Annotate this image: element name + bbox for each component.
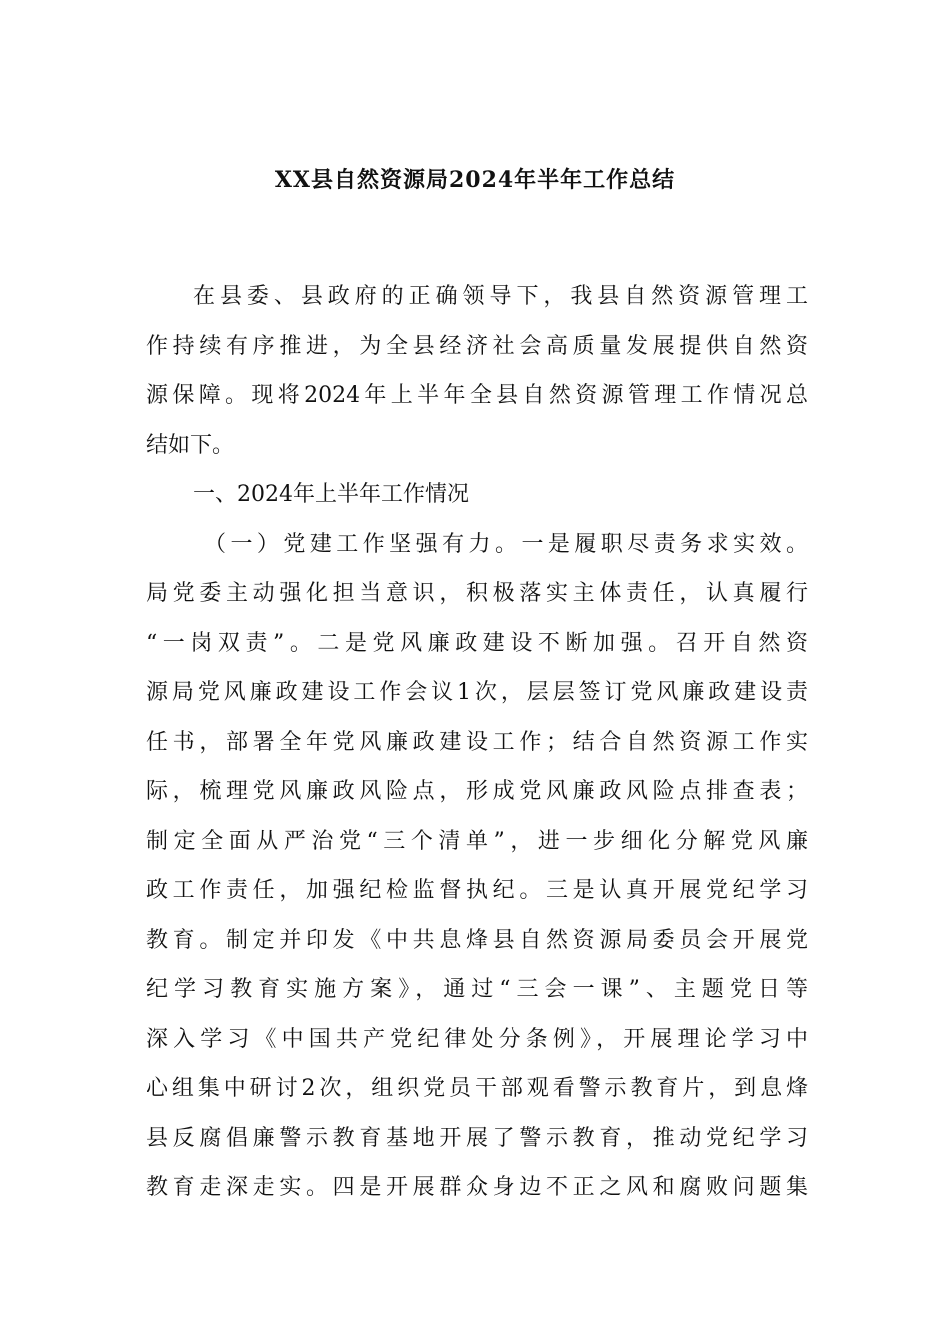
paragraph-line: 深入学习《中国共产党纪律处分条例》，开展理论学习中 (146, 1026, 808, 1052)
paragraph-line: 教育走深走实。四是开展群众身边不正之风和腐败问题集 (146, 1175, 808, 1200)
paragraph-line: 任书，部署全年党风廉政建设工作；结合自然资源工作实 (146, 729, 808, 755)
section-heading: 一、2024年上半年工作情况 (193, 482, 469, 507)
paragraph-line: 教育。制定并印发《中共息烽县自然资源局委员会开展党 (146, 927, 808, 953)
paragraph-line: 制定全面从严治党“三个清单”，进一步细化分解党风廉 (146, 828, 808, 854)
paragraph-line: 局党委主动强化担当意识，积极落实主体责任，认真履行 (146, 581, 808, 606)
paragraph-line: 源保障。现将2024年上半年全县自然资源管理工作情况总 (146, 383, 808, 408)
paragraph-line: 纪学习教育实施方案》，通过“三会一课”、主题党日等 (146, 977, 808, 1002)
paragraph-line: 县反腐倡廉警示教育基地开展了警示教育，推动党纪学习 (146, 1125, 808, 1151)
paragraph-line: 政工作责任，加强纪检监督执纪。三是认真开展党纪学习 (146, 878, 808, 903)
paragraph-line: 心组集中研讨2次，组织党员干部观看警示教育片，到息烽 (146, 1076, 808, 1101)
document-title: XX县自然资源局2024年半年工作总结 (274, 167, 676, 193)
paragraph-line: 在县委、县政府的正确领导下，我县自然资源管理工 (193, 284, 808, 309)
paragraph-line: 际，梳理党风廉政风险点，形成党风廉政风险点排查表； (146, 779, 808, 804)
paragraph-line: （一）党建工作坚强有力。一是履职尽责务求实效。 (204, 531, 808, 557)
paragraph-line: 源局党风廉政建设工作会议1次，层层签订党风廉政建设责 (146, 680, 808, 705)
document-body (146, 277, 808, 1218)
paragraph-line: “一岗双责”。二是党风廉政建设不断加强。召开自然资 (146, 630, 808, 656)
paragraph-line: 结如下。 (146, 432, 235, 458)
paragraph-line: 作持续有序推进，为全县经济社会高质量发展提供自然资 (146, 333, 808, 359)
